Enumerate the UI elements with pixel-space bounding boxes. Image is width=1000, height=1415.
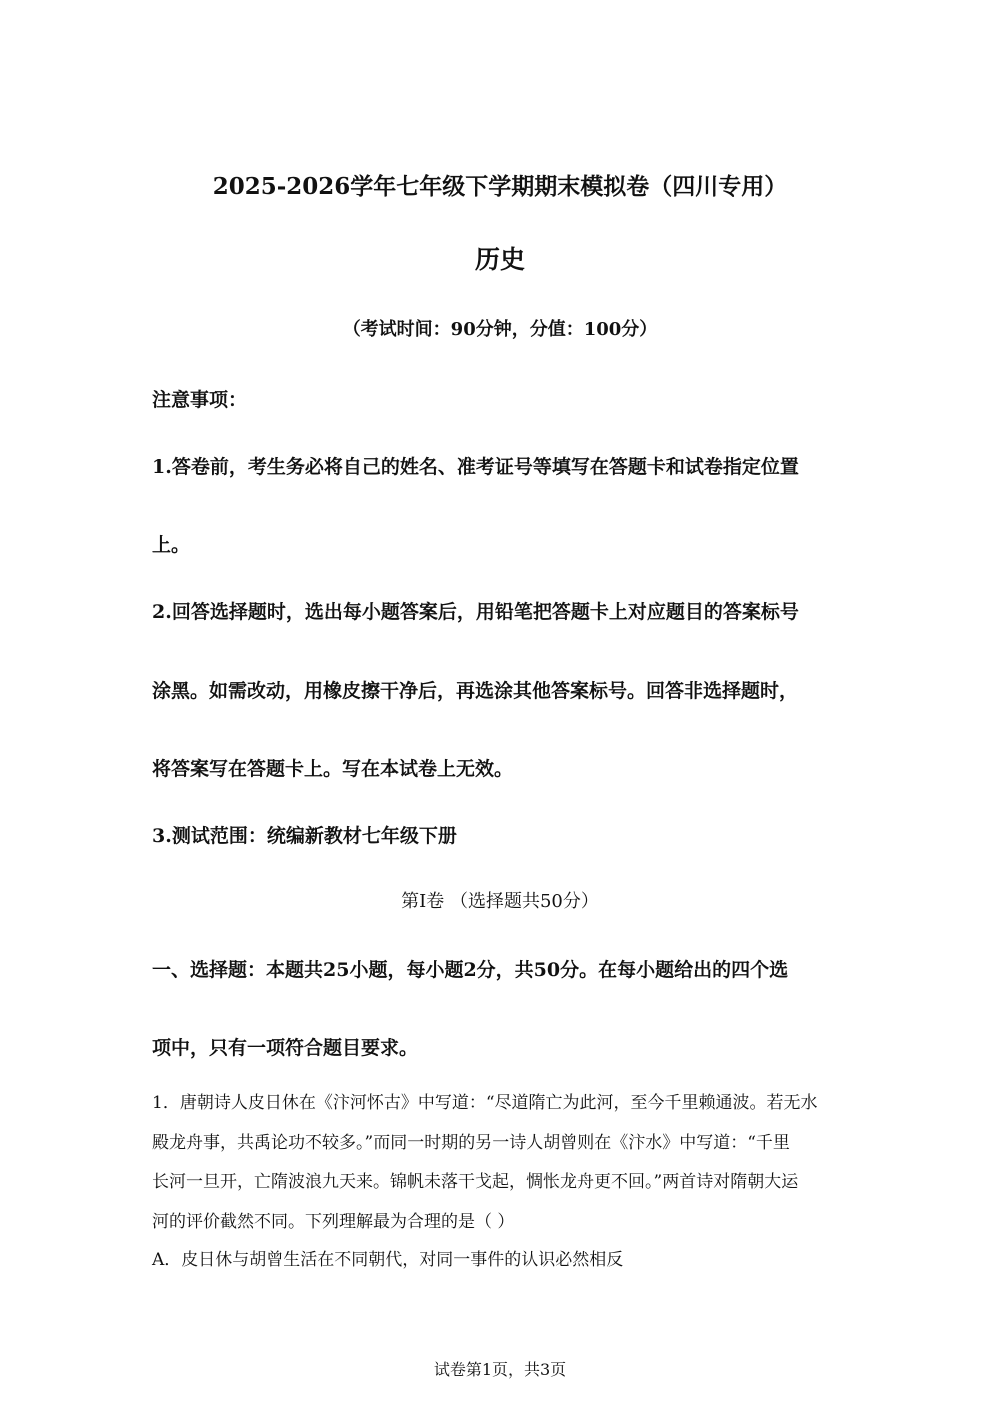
question-text: 长河一旦开，亡隋波浪九天来。锦帆未落干戈起，惆怅龙舟更不回。”两首诗对隋朝大运 [152,1172,799,1192]
question-option-a: A．皮日休与胡曾生活在不同朝代，对同一事件的认识必然相反 [152,1250,624,1270]
notice-line: 上。 [152,534,191,556]
notice-line: 涂黑。如需改动，用橡皮擦干净后，再选涂其他答案标号。回答非选择题时， [152,680,799,702]
notice-heading: 注意事项： [152,389,248,411]
exam-title: 2025-2026学年七年级下学期期末模拟卷（四川专用） [212,173,788,200]
section-instruction: 一、选择题：本题共25小题，每小题2分，共50分。在每小题给出的四个选 [152,959,789,981]
notice-line: 2.回答选择题时，选出每小题答案后，用铅笔把答题卡上对应题目的答案标号 [152,601,799,623]
notice-line: 将答案写在答题卡上。写在本试卷上无效。 [152,758,514,780]
exam-info: （考试时间：90分钟，分值：100分） [342,319,658,340]
question-text: 1．唐朝诗人皮日休在《汴河怀古》中写道：“尽道隋亡为此河，至今千里赖通波。若无水 [152,1093,818,1113]
notice-line: 1.答卷前，考生务必将自己的姓名、准考证号等填写在答题卡和试卷指定位置 [152,456,799,478]
part-label: 第Ⅰ卷 （选择题共50分） [401,891,599,912]
page-footer: 试卷第1页，共3页 [433,1360,567,1379]
question-text: 殿龙舟事，共禹论功不较多。”而同一时期的另一诗人胡曾则在《汴水》中写道：“千里 [152,1133,790,1153]
section-instruction: 项中，只有一项符合题目要求。 [152,1037,419,1059]
subject-title: 历史 [474,245,525,274]
question-text: 河的评价截然不同。下列理解最为合理的是（ ） [152,1212,515,1232]
notice-line: 3.测试范围：统编新教材七年级下册 [152,825,457,847]
